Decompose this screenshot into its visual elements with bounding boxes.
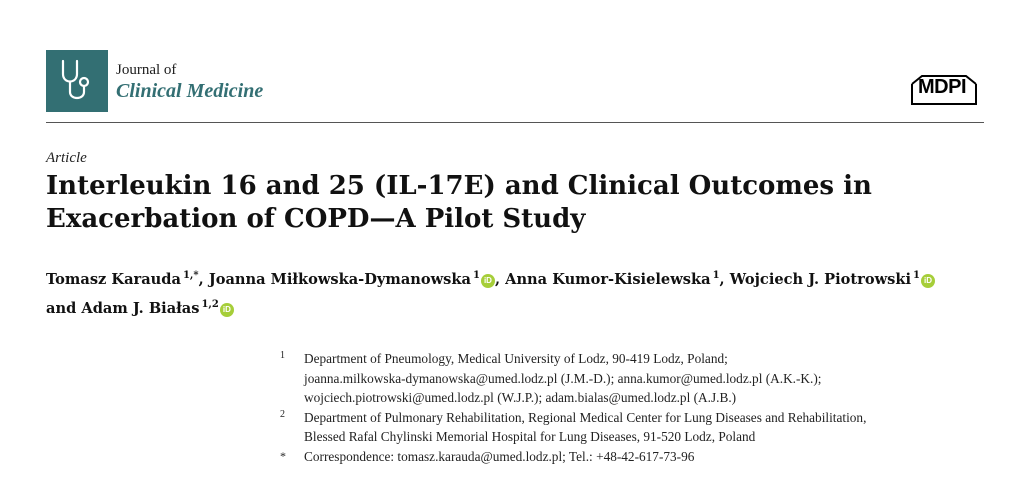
article-type: Article [46, 150, 87, 166]
author-name[interactable]: Tomasz Karauda [46, 271, 181, 288]
header-divider [46, 122, 984, 123]
affiliation-line: Blessed Rafal Chylinski Memorial Hospital for Lung Diseases, 91-520 Lodz, Poland [304, 429, 756, 445]
author-name[interactable]: Joanna Miłkowska-Dymanowska [208, 271, 471, 288]
author-name[interactable]: Adam J. Białas [81, 300, 200, 317]
author-name[interactable]: Anna Kumor-Kisielewska [505, 271, 711, 288]
affiliation-line: wojciech.piotrowski@umed.lodz.pl (W.J.P.); adam.bialas@umed.lodz.pl (A.J.B.) [304, 390, 737, 406]
affiliation-1 [280, 349, 980, 408]
correspondence-line: Correspondence: tomasz.karauda@umed.lodz.pl; Tel.: +48-42-617-73-96 [304, 448, 695, 464]
affiliation-line: Department of Pulmonary Rehabilitation, Regional Medical Center for Lung Diseases and Rehabilitation, [304, 409, 867, 425]
author-affiliation-mark: 1,* [182, 270, 199, 281]
stethoscope-icon [54, 56, 100, 106]
orcid-icon[interactable]: iD [921, 274, 935, 288]
correspondence [280, 447, 980, 467]
author-affiliation-mark: 1 [712, 270, 720, 281]
orcid-icon[interactable]: iD [481, 274, 495, 288]
orcid-icon[interactable]: iD [220, 303, 234, 317]
affiliation-line: joanna.milkowska-dymanowska@umed.lodz.pl (J.M.-D.); anna.kumor@umed.lodz.pl (A.K.-K.); [304, 370, 822, 386]
affiliations [280, 349, 980, 467]
journal-prefix: Journal of [116, 62, 177, 78]
affiliation-mark: 2 [280, 408, 285, 420]
author-name[interactable]: Wojciech J. Piotrowski [729, 271, 912, 288]
publisher-name: MDPI [918, 76, 966, 98]
author-affiliation-mark: 1,2 [201, 299, 219, 310]
correspondence-mark: * [280, 448, 286, 463]
journal-logo [46, 50, 108, 112]
journal-header [46, 50, 984, 120]
author-affiliation-mark: 1 [472, 270, 480, 281]
author-affiliation-mark: 1 [913, 270, 920, 281]
affiliation-2 [280, 408, 980, 447]
journal-name: Clinical Medicine [116, 80, 264, 102]
article-title: Interleukin 16 and 25 (IL-17E) and Clinical Outcomes in Exacerbation of COPD—A Pilot Study [46, 171, 872, 234]
affiliation-mark: 1 [280, 350, 285, 361]
author-list: Tomasz Karauda $^{1,*}$, Joanna Miłkowska-Dymanowska $^1$ iD , Anna Kumor-Kisielewska $^1$, Wojciech J. Piotrowski $^1$ iD and Adam J. Białas $^{1,2}$ iD [46, 263, 986, 321]
affiliation-line: Department of Pneumology, Medical University of Lodz, 90-419 Lodz, Poland; [304, 351, 728, 366]
publisher-logo [908, 74, 980, 108]
